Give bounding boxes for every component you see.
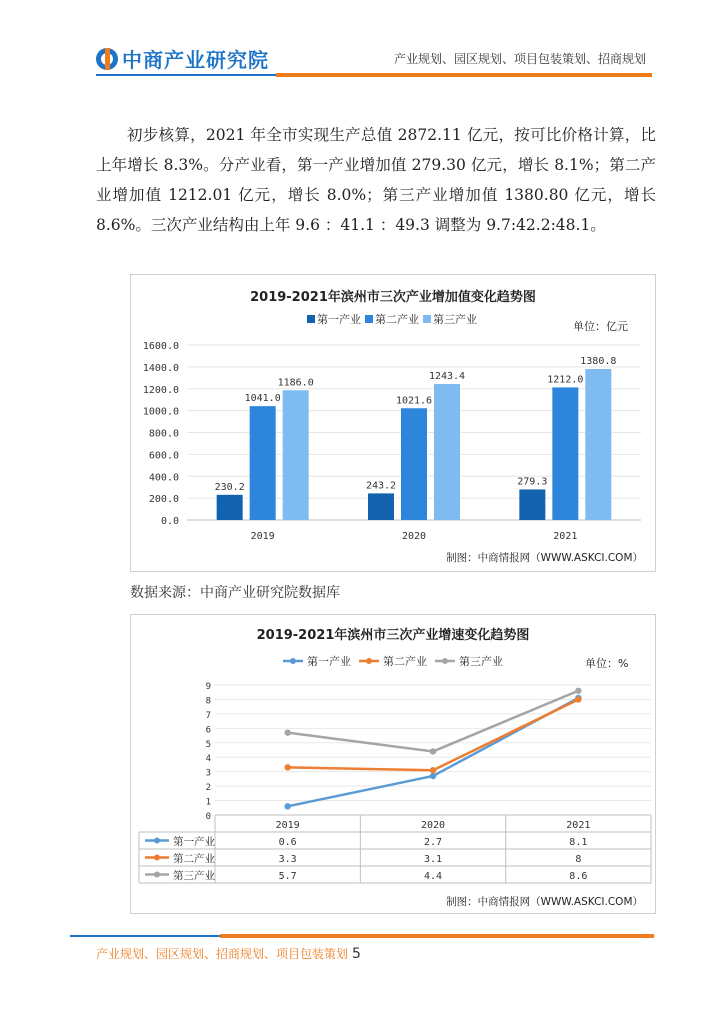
- header-divider-blue: [96, 74, 276, 76]
- y-tick-label: 9: [205, 682, 211, 692]
- data-point: [575, 696, 581, 702]
- data-label: 243.2: [365, 480, 397, 492]
- unit-label: 单位：亿元: [573, 320, 628, 333]
- legend-label: 第二产业: [383, 655, 427, 668]
- footer: [96, 945, 361, 962]
- bar: [519, 489, 545, 520]
- table-row-label: 第三产业: [173, 870, 215, 882]
- y-tick-label: 1000.0: [142, 406, 179, 418]
- table-legend-marker: [154, 838, 160, 844]
- page-header: [0, 0, 724, 90]
- industry-growth-line-chart: [130, 614, 656, 914]
- bar: [283, 390, 309, 520]
- industry-value-bar-chart: [130, 274, 656, 572]
- y-tick-label: 0: [205, 812, 211, 822]
- table-row-label: 第一产业: [173, 836, 215, 848]
- data-point: [284, 764, 290, 770]
- x-tick-label: 2019: [250, 531, 275, 542]
- y-tick-label: 0.0: [160, 516, 179, 527]
- data-label: 1380.8: [580, 355, 617, 367]
- legend-swatch: [423, 315, 431, 323]
- data-point: [284, 803, 290, 809]
- table-cell: 3.3: [278, 854, 297, 865]
- y-tick-label: 4: [205, 754, 211, 765]
- logo-text: 中商产业研究院: [122, 48, 269, 72]
- logo-icon: [96, 48, 118, 70]
- bar: [585, 369, 611, 520]
- y-tick-label: 2: [205, 783, 211, 794]
- data-source: 数据来源：中商产业研究院数据库: [130, 585, 340, 601]
- chart-credit: 制图：中商情报网（WWW.ASKCI.COM）: [446, 552, 643, 564]
- table-cell: 5.7: [278, 871, 297, 882]
- legend-label: 第一产业: [307, 655, 351, 668]
- data-label: 1041.0: [244, 393, 281, 405]
- x-tick-label: 2020: [420, 820, 446, 831]
- x-tick-label: 2021: [566, 820, 591, 831]
- table-cell: 0.6: [278, 837, 297, 848]
- bar: [217, 495, 243, 520]
- data-point: [284, 729, 290, 735]
- data-label: 1021.6: [395, 395, 433, 407]
- chart-title: 2019-2021年滨州市三次产业增加值变化趋势图: [250, 290, 536, 305]
- table-cell: 8: [575, 854, 582, 865]
- table-legend-marker: [154, 872, 160, 878]
- unit-label: 单位：%: [585, 657, 629, 670]
- data-label: 1212.0: [547, 374, 584, 386]
- y-tick-label: 3: [205, 768, 211, 779]
- footer-divider-orange: [220, 934, 654, 938]
- table-legend-marker: [154, 855, 160, 861]
- footer-divider-blue: [70, 935, 220, 937]
- table-cell: 2.7: [423, 837, 443, 848]
- y-tick-label: 1200.0: [142, 384, 179, 396]
- header-divider-orange: [276, 73, 652, 77]
- table-cell: 8.6: [569, 871, 588, 882]
- y-tick-label: 8: [205, 696, 211, 707]
- table-cell: 3.1: [423, 854, 443, 865]
- y-tick-label: 6: [205, 725, 211, 736]
- table-cell: 4.4: [423, 871, 443, 882]
- body-paragraph: 初步核算，2021 年全市实现生产总值 2872.11 亿元，按可比价格计算，比上年增长 8.3%。分产业看，第一产业增加值 279.30 亿元，增长 8.1%；第二产业增加值 1212.01 亿元，增长 8.0%；第三产业增加值 1380.80 亿元，增长 8.6%。三次产业结构由上年 9.6 ：41.1 ：49.3 调整为 9.7:42.2:48.1。: [96, 126, 656, 234]
- y-tick-label: 5: [205, 739, 211, 750]
- y-tick-label: 400.0: [148, 472, 179, 484]
- page-number: 5: [352, 946, 361, 962]
- data-point: [430, 773, 436, 779]
- data-point: [430, 767, 436, 773]
- line-chart-svg: [131, 615, 655, 913]
- legend-marker: [290, 658, 296, 664]
- data-point: [575, 688, 581, 694]
- bar: [401, 408, 427, 520]
- data-label: 230.2: [214, 481, 245, 493]
- legend-label: 第三产业: [433, 313, 477, 326]
- data-label: 1186.0: [277, 377, 314, 389]
- footer-services: 产业规划、园区规划、招商规划、项目包装策划: [96, 947, 349, 961]
- header-services: 产业规划、园区规划、项目包装策划、招商规划: [393, 52, 646, 66]
- y-tick-label: 600.0: [148, 450, 179, 462]
- y-tick-label: 1: [205, 797, 211, 808]
- bar-chart-svg: [131, 275, 655, 571]
- y-tick-label: 200.0: [148, 494, 179, 506]
- legend-marker: [366, 658, 372, 664]
- y-tick-label: 1600.0: [142, 341, 179, 352]
- data-label: 279.3: [517, 476, 548, 488]
- legend-label: 第二产业: [375, 313, 419, 326]
- logo: [96, 44, 269, 73]
- bar: [368, 493, 394, 520]
- chart-credit: 制图：中商情报网（WWW.ASKCI.COM）: [446, 896, 643, 908]
- chart-title: 2019-2021年滨州市三次产业增速变化趋势图: [256, 628, 530, 643]
- legend-label: 第一产业: [317, 313, 361, 326]
- y-tick-label: 1400.0: [142, 362, 179, 374]
- table-cell: 8.1: [569, 837, 588, 848]
- x-tick-label: 2021: [553, 531, 578, 542]
- x-tick-label: 2019: [275, 820, 300, 831]
- legend-label: 第三产业: [459, 655, 503, 668]
- x-tick-label: 2020: [401, 531, 427, 542]
- bar: [434, 384, 460, 520]
- y-tick-label: 800.0: [148, 428, 179, 440]
- table-row-label: 第二产业: [173, 853, 215, 865]
- y-tick-label: 7: [205, 710, 211, 721]
- legend-swatch: [307, 315, 315, 323]
- data-label: 1243.4: [428, 371, 466, 383]
- bar: [552, 387, 578, 520]
- legend-marker: [442, 658, 448, 664]
- data-point: [430, 748, 436, 754]
- bar: [250, 406, 276, 520]
- legend-swatch: [365, 315, 373, 323]
